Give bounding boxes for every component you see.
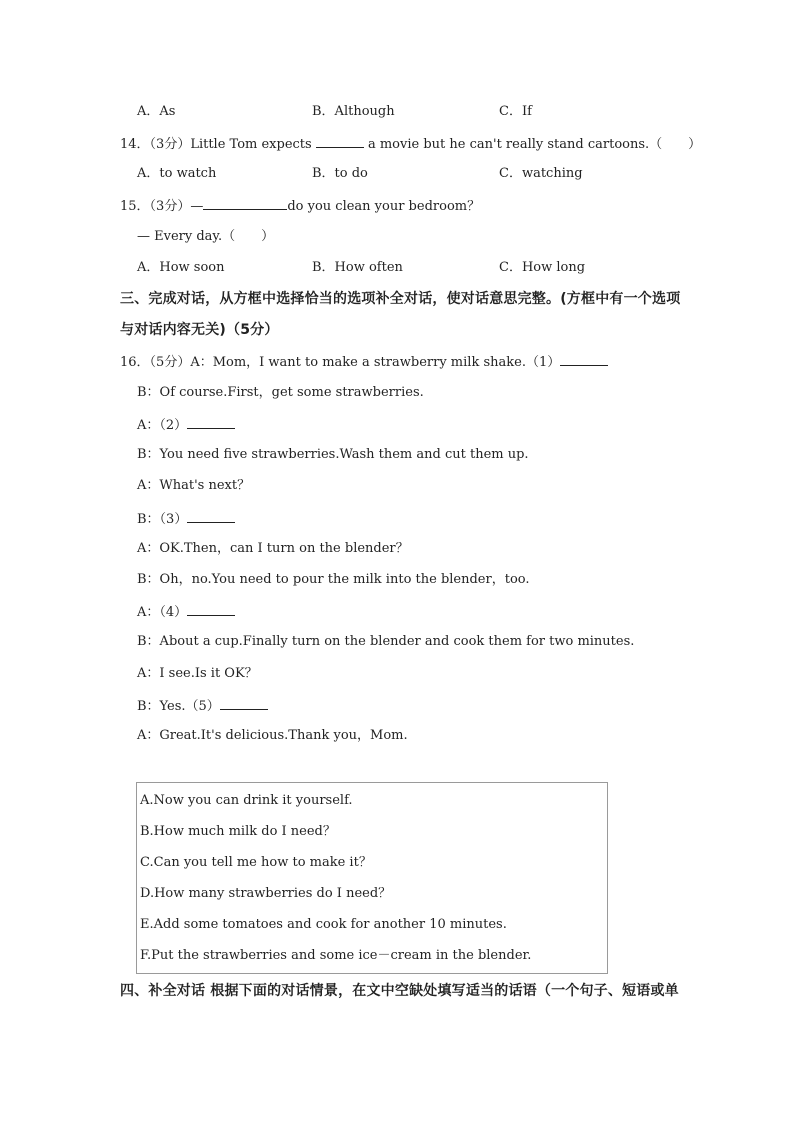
q14-option-a: A．to watch — [137, 166, 217, 181]
q16-blank-3 — [187, 510, 235, 523]
q15-blank — [203, 197, 287, 210]
dialogue-line — [137, 572, 530, 588]
dialogue-line — [137, 541, 409, 557]
q15-stem — [120, 197, 480, 215]
q15-option-b: B．How often — [312, 260, 403, 275]
dialogue-line — [137, 603, 235, 621]
q15-prefix: 15．（3分）— — [120, 199, 204, 214]
q13-option-a: A．As — [137, 104, 176, 119]
box-option-f: F.Put the strawberries and some ice－cream in the blender. — [140, 948, 532, 963]
q15-option-a: A．How soon — [137, 260, 225, 275]
box-option-e: E.Add some tomatoes and cook for another 10 minutes. — [140, 917, 507, 932]
dialogue-line — [137, 697, 268, 715]
q13-option-b: B．Although — [312, 104, 395, 119]
section3-heading-line1: 三、完成对话，从方框中选择恰当的选项补全对话，使对话意思完整。(方框中有一个选项 — [120, 291, 681, 307]
q14-blank — [316, 135, 364, 148]
q16-header — [120, 353, 608, 371]
dialogue-text: B：Oh，no.You need to pour the milk into the blender，too. — [137, 572, 530, 587]
q14-option-c: C．watching — [499, 166, 583, 181]
q14-suffix: a movie but he can't really stand cartoons.（ ） — [363, 137, 702, 152]
dialogue-text: A：（4） — [137, 605, 188, 620]
dialogue-text: B：（3） — [137, 512, 188, 527]
q14-stem — [120, 135, 701, 153]
q14-option-b: B．to do — [312, 166, 368, 181]
box-option-a: A.Now you can drink it yourself. — [140, 793, 353, 808]
q15-option-c: C．How long — [499, 260, 586, 275]
section4-heading-line1: 四、补全对话 根据下面的对话情景，在文中空缺处填写适当的话语（一个句子、短语或单 — [120, 983, 679, 999]
box-option-c: C.Can you tell me how to make it？ — [140, 855, 372, 870]
dialogue-text: B：Of course.First，get some strawberries. — [137, 385, 424, 400]
dialogue-line — [137, 416, 235, 434]
dialogue-line — [137, 447, 529, 463]
dialogue-text: A：I see.Is it OK？ — [137, 666, 258, 681]
q15-answer-line: — Every day.（ ） — [137, 229, 275, 244]
section3-heading-line2: 与对话内容无关)（5分） — [120, 322, 279, 338]
dialogue-line — [137, 385, 424, 401]
dialogue-line — [137, 510, 235, 528]
q13-option-c: C．If — [499, 104, 532, 119]
dialogue-text: A：（2） — [137, 418, 188, 433]
q16-blank-1 — [560, 353, 608, 366]
dialogue-line — [137, 478, 250, 494]
q16-blank-4 — [187, 603, 235, 616]
dialogue-text: B：You need five strawberries.Wash them and cut them up. — [137, 447, 529, 462]
q16-blank-5 — [220, 697, 268, 710]
dialogue-text: A：OK.Then，can I turn on the blender？ — [137, 541, 409, 556]
dialogue-line — [137, 666, 258, 682]
q16-blank-2 — [187, 416, 235, 429]
dialogue-line — [137, 634, 634, 650]
options-box — [136, 782, 608, 974]
box-option-b: B.How much milk do I need？ — [140, 824, 336, 839]
box-option-d: D.How many strawberries do I need？ — [140, 886, 392, 901]
dialogue-text: A：Great.It's delicious.Thank you，Mom. — [137, 728, 408, 743]
q14-prefix: 14．（3分）Little Tom expects — [120, 137, 316, 152]
dialogue-text: B：About a cup.Finally turn on the blender and cook them for two minutes. — [137, 634, 635, 649]
dialogue-text: A：What's next？ — [137, 478, 251, 493]
q15-suffix: do you clean your bedroom？ — [287, 199, 481, 214]
dialogue-line — [137, 728, 408, 744]
q16-header-text: 16．（5分）A：Mom，I want to make a strawberry milk shake.（1） — [120, 355, 561, 370]
dialogue-text: B：Yes.（5） — [137, 699, 220, 714]
